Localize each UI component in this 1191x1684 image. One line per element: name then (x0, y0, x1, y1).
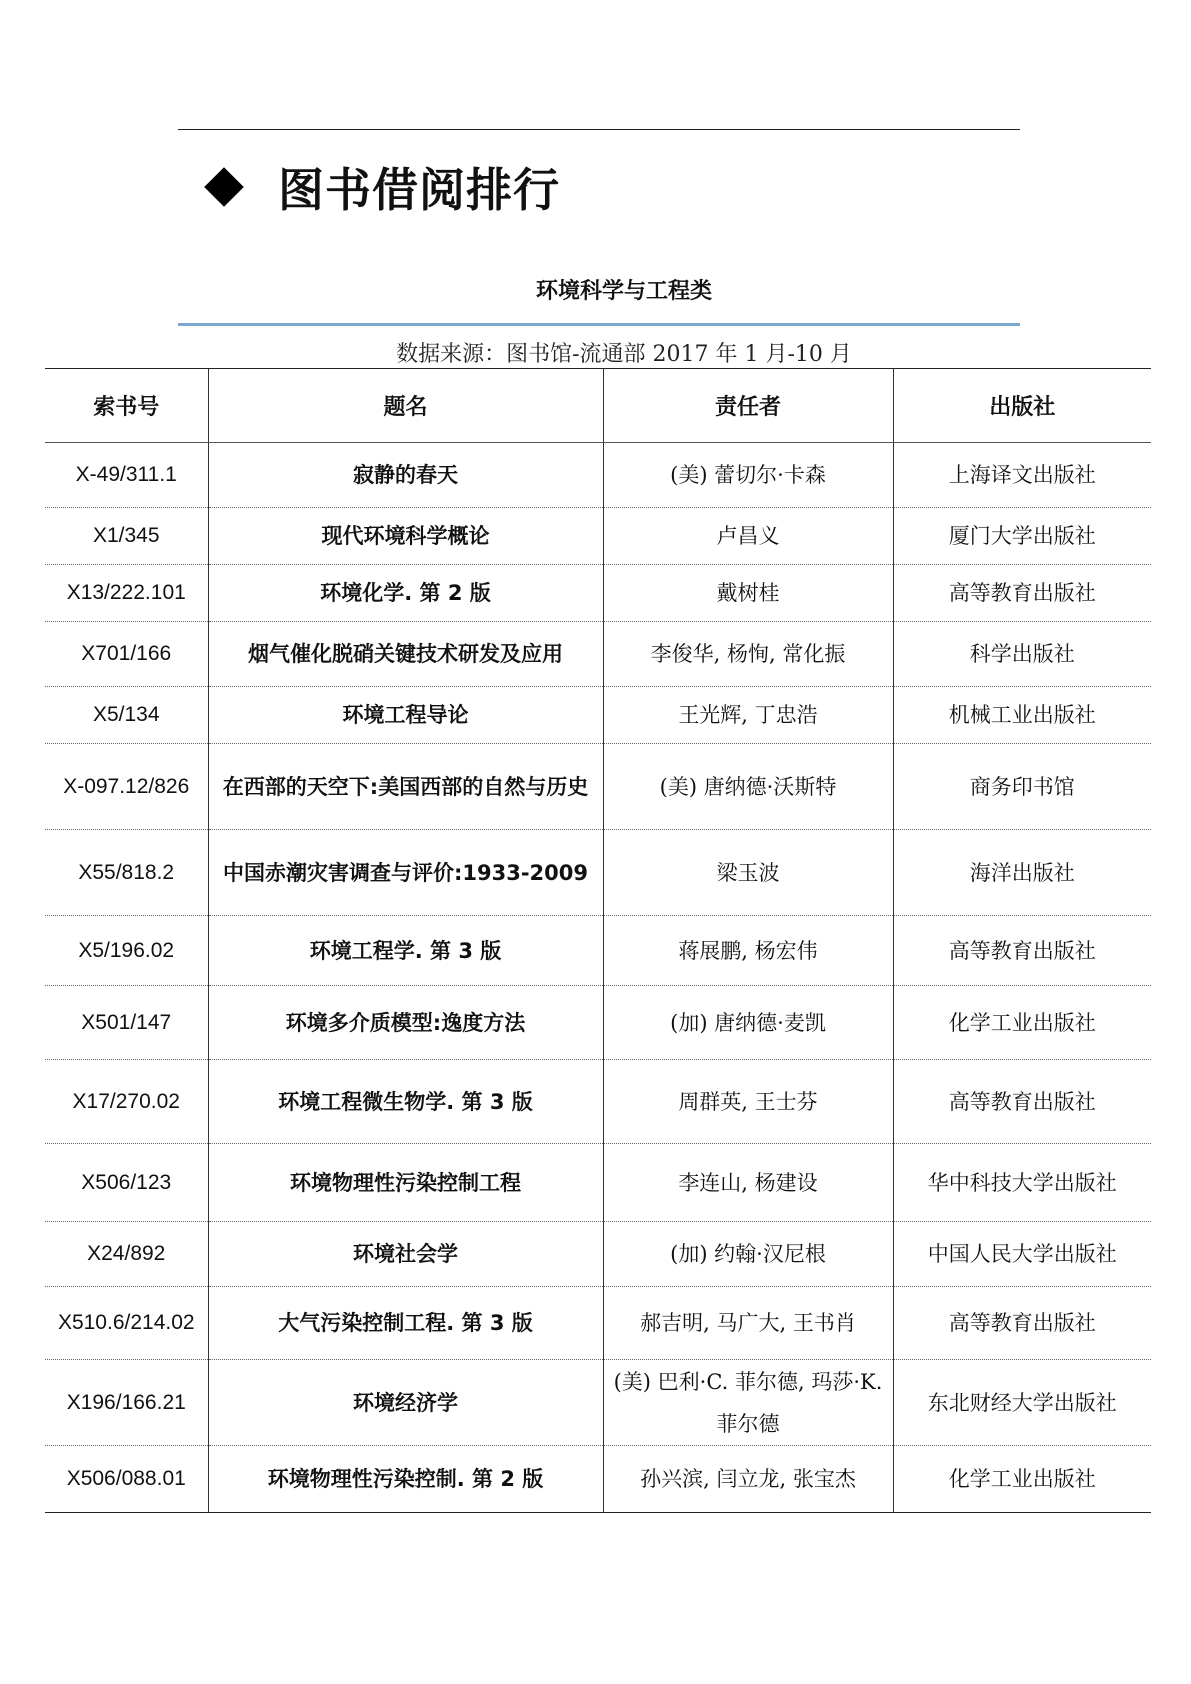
header-title: 题名 (208, 369, 603, 443)
title-cell: 环境工程导论 (208, 687, 603, 744)
title-cell: 寂静的春天 (208, 443, 603, 508)
author-cell: 李连山, 杨建设 (603, 1144, 893, 1222)
table-row (45, 1144, 1151, 1222)
title-cell: 在西部的天空下:美国西部的自然与历史 (208, 744, 603, 830)
publisher-cell: 商务印书馆 (893, 744, 1151, 830)
borrowing-ranking-table (45, 368, 1151, 1513)
author-cell: 蒋展鹏, 杨宏伟 (603, 916, 893, 986)
publisher-cell: 高等教育出版社 (893, 1287, 1151, 1360)
call-number-cell: X196/166.21 (45, 1360, 208, 1446)
call-number-cell: X510.6/214.02 (45, 1287, 208, 1360)
title-cell: 环境经济学 (208, 1360, 603, 1446)
section-heading (204, 152, 560, 222)
title-cell: 环境社会学 (208, 1222, 603, 1287)
publisher-cell: 中国人民大学出版社 (893, 1222, 1151, 1287)
call-number-cell: X-49/311.1 (45, 443, 208, 508)
table-header-row (45, 369, 1151, 443)
title-cell: 环境工程微生物学. 第 3 版 (208, 1060, 603, 1144)
call-number-cell: X55/818.2 (45, 830, 208, 916)
call-number-cell: X13/222.101 (45, 565, 208, 622)
title-cell: 环境工程学. 第 3 版 (208, 916, 603, 986)
table-row (45, 916, 1151, 986)
title-cell: 现代环境科学概论 (208, 508, 603, 565)
author-cell: (美) 唐纳德·沃斯特 (603, 744, 893, 830)
call-number-cell: X17/270.02 (45, 1060, 208, 1144)
publisher-cell: 科学出版社 (893, 622, 1151, 687)
table-row (45, 1360, 1151, 1446)
call-number-cell: X501/147 (45, 986, 208, 1060)
header-author: 责任者 (603, 369, 893, 443)
author-cell: 周群英, 王士芬 (603, 1060, 893, 1144)
author-cell: 王光辉, 丁忠浩 (603, 687, 893, 744)
table-row (45, 986, 1151, 1060)
header-publisher: 出版社 (893, 369, 1151, 443)
publisher-cell: 华中科技大学出版社 (893, 1144, 1151, 1222)
call-number-cell: X701/166 (45, 622, 208, 687)
title-cell: 烟气催化脱硝关键技术研发及应用 (208, 622, 603, 687)
title-cell: 环境多介质模型:逸度方法 (208, 986, 603, 1060)
call-number-cell: X506/123 (45, 1144, 208, 1222)
publisher-cell: 海洋出版社 (893, 830, 1151, 916)
call-number-cell: X5/134 (45, 687, 208, 744)
author-cell: (加) 约翰·汉尼根 (603, 1222, 893, 1287)
table-row (45, 687, 1151, 744)
table-row (45, 443, 1151, 508)
category-divider (178, 323, 1020, 326)
title-cell: 环境化学. 第 2 版 (208, 565, 603, 622)
table-row (45, 744, 1151, 830)
table-row (45, 622, 1151, 687)
title-cell: 环境物理性污染控制. 第 2 版 (208, 1446, 603, 1513)
call-number-cell: X24/892 (45, 1222, 208, 1287)
publisher-cell: 高等教育出版社 (893, 916, 1151, 986)
title-cell: 环境物理性污染控制工程 (208, 1144, 603, 1222)
table-row (45, 1222, 1151, 1287)
title-cell: 中国赤潮灾害调查与评价:1933-2009 (208, 830, 603, 916)
publisher-cell: 东北财经大学出版社 (893, 1360, 1151, 1446)
call-number-cell: X1/345 (45, 508, 208, 565)
publisher-cell: 化学工业出版社 (893, 1446, 1151, 1513)
author-cell: 孙兴滨, 闫立龙, 张宝杰 (603, 1446, 893, 1513)
author-cell: 梁玉波 (603, 830, 893, 916)
publisher-cell: 厦门大学出版社 (893, 508, 1151, 565)
section-heading-text: 图书借阅排行 (278, 163, 560, 217)
publisher-cell: 上海译文出版社 (893, 443, 1151, 508)
title-cell: 大气污染控制工程. 第 3 版 (208, 1287, 603, 1360)
table-row (45, 830, 1151, 916)
author-cell: 卢昌义 (603, 508, 893, 565)
call-number-cell: X5/196.02 (45, 916, 208, 986)
call-number-cell: X506/088.01 (45, 1446, 208, 1513)
data-source-note: 数据来源：图书馆-流通部 2017 年 1 月-10 月 (396, 342, 852, 367)
author-cell: (美) 巴利·C. 菲尔德, 玛莎·K. 菲尔德 (603, 1360, 893, 1446)
author-cell: 李俊华, 杨恂, 常化振 (603, 622, 893, 687)
publisher-cell: 高等教育出版社 (893, 565, 1151, 622)
table-row (45, 508, 1151, 565)
publisher-cell: 化学工业出版社 (893, 986, 1151, 1060)
table-row (45, 1287, 1151, 1360)
diamond-bullet-icon (204, 167, 244, 207)
publisher-cell: 机械工业出版社 (893, 687, 1151, 744)
header-call-number: 索书号 (45, 369, 208, 443)
call-number-cell: X-097.12/826 (45, 744, 208, 830)
author-cell: (加) 唐纳德·麦凯 (603, 986, 893, 1060)
author-cell: (美) 蕾切尔·卡森 (603, 443, 893, 508)
table-row (45, 1060, 1151, 1144)
publisher-cell: 高等教育出版社 (893, 1060, 1151, 1144)
table-row (45, 1446, 1151, 1513)
category-title: 环境科学与工程类 (535, 279, 712, 304)
top-divider (178, 129, 1020, 130)
author-cell: 郝吉明, 马广大, 王书肖 (603, 1287, 893, 1360)
table-row (45, 565, 1151, 622)
author-cell: 戴树桂 (603, 565, 893, 622)
